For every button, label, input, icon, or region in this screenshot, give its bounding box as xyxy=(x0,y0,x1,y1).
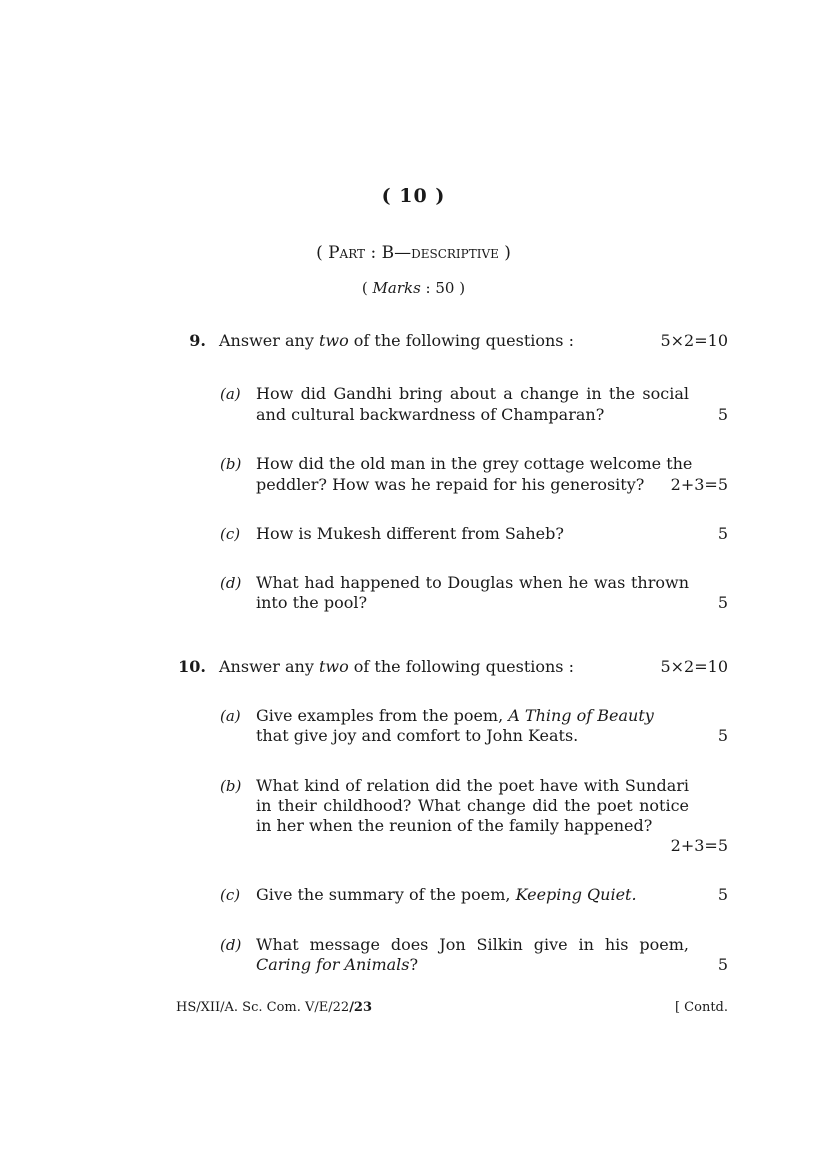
sub-question-letter: (a) xyxy=(220,707,241,725)
contd-marker: [ Contd. xyxy=(674,1000,728,1015)
sub-question-line: and cultural backwardness of Champaran? xyxy=(256,405,605,424)
marks-value: 50 xyxy=(435,279,455,297)
sub-question-line xyxy=(256,706,696,725)
sub-question-line xyxy=(256,885,696,904)
total-marks xyxy=(0,279,827,297)
instruction-text-end: of the following questions : xyxy=(348,331,574,350)
sub-question-line: What kind of relation did the poet have with Sundari xyxy=(256,776,689,795)
page-number: ( 10 ) xyxy=(381,185,446,207)
sub-question-marks: 5 xyxy=(717,726,728,745)
sub-question-letter: (c) xyxy=(220,886,241,904)
sub-question-line: What had happened to Douglas when he was thrown xyxy=(256,573,689,592)
part-open: ( xyxy=(316,243,329,263)
sub-question-letter: (b) xyxy=(220,777,242,795)
part-heading xyxy=(0,243,827,263)
marks-open: ( xyxy=(361,279,373,297)
paper-code xyxy=(176,1000,372,1015)
marks-sep: : xyxy=(420,279,436,297)
question-number: 9. xyxy=(189,331,206,350)
instruction-emphasis: two xyxy=(318,657,349,676)
sub-question-letter: (d) xyxy=(220,574,242,592)
marks-close: ) xyxy=(454,279,466,297)
question-number: 10. xyxy=(178,657,206,676)
poem-title: A Thing of Beauty xyxy=(508,706,654,725)
sub-question-marks: 2+3=5 xyxy=(670,836,728,855)
sub-question-text: Give the summary of the poem, xyxy=(256,885,516,904)
sub-question-line: into the pool? xyxy=(256,593,368,612)
sub-question-line: in her when the reunion of the family happened? xyxy=(256,816,653,835)
sub-question-letter: (a) xyxy=(220,385,241,403)
sub-question-letter: (c) xyxy=(220,525,241,543)
sub-question-marks: 5 xyxy=(717,524,728,543)
question-instruction xyxy=(219,331,574,350)
sub-question-line: How did Gandhi bring about a change in the social xyxy=(256,384,689,403)
sub-question-marks: 5 xyxy=(717,885,728,904)
poem-title: Caring for Animals xyxy=(256,955,410,974)
instruction-emphasis: two xyxy=(318,331,349,350)
sub-question-line: peddler? How was he repaid for his generosity? xyxy=(256,475,645,494)
part-sep: : xyxy=(365,243,382,263)
question-marks: 5×2=10 xyxy=(660,657,728,676)
poem-title: Keeping Quiet. xyxy=(515,885,637,904)
instruction-text-end: of the following questions : xyxy=(348,657,574,676)
sub-question-letter: (b) xyxy=(220,455,242,473)
question-instruction xyxy=(219,657,574,676)
sub-question-line xyxy=(256,955,696,974)
sub-question-line: What message does Jon Silkin give in his poem, xyxy=(256,935,689,954)
instruction-text: Answer any xyxy=(219,657,319,676)
paper-code-text: HS/XII/A. Sc. Com. V/E/22 xyxy=(176,1000,350,1015)
sub-question-line: that give joy and comfort to John Keats. xyxy=(256,726,579,745)
part-title: B—descriptive xyxy=(381,243,499,263)
sub-question-marks: 5 xyxy=(717,955,728,974)
sub-question-line: in their childhood? What change did the poet notice xyxy=(256,796,689,815)
marks-label: Marks xyxy=(372,279,421,297)
sub-question-marks: 5 xyxy=(717,405,728,424)
paper-code-suffix: /23 xyxy=(349,1000,373,1015)
instruction-text: Answer any xyxy=(219,331,319,350)
sub-question-marks: 5 xyxy=(717,593,728,612)
sub-question-line: How is Mukesh different from Saheb? xyxy=(256,524,564,543)
sub-question-text: ? xyxy=(409,955,419,974)
part-word: Part xyxy=(328,243,366,263)
sub-question-letter: (d) xyxy=(220,936,242,954)
question-marks: 5×2=10 xyxy=(660,331,728,350)
part-close: ) xyxy=(498,243,511,263)
sub-question-line: How did the old man in the grey cottage welcome the xyxy=(256,454,693,473)
sub-question-marks: 2+3=5 xyxy=(670,475,728,494)
sub-question-text: Give examples from the poem, xyxy=(256,706,509,725)
